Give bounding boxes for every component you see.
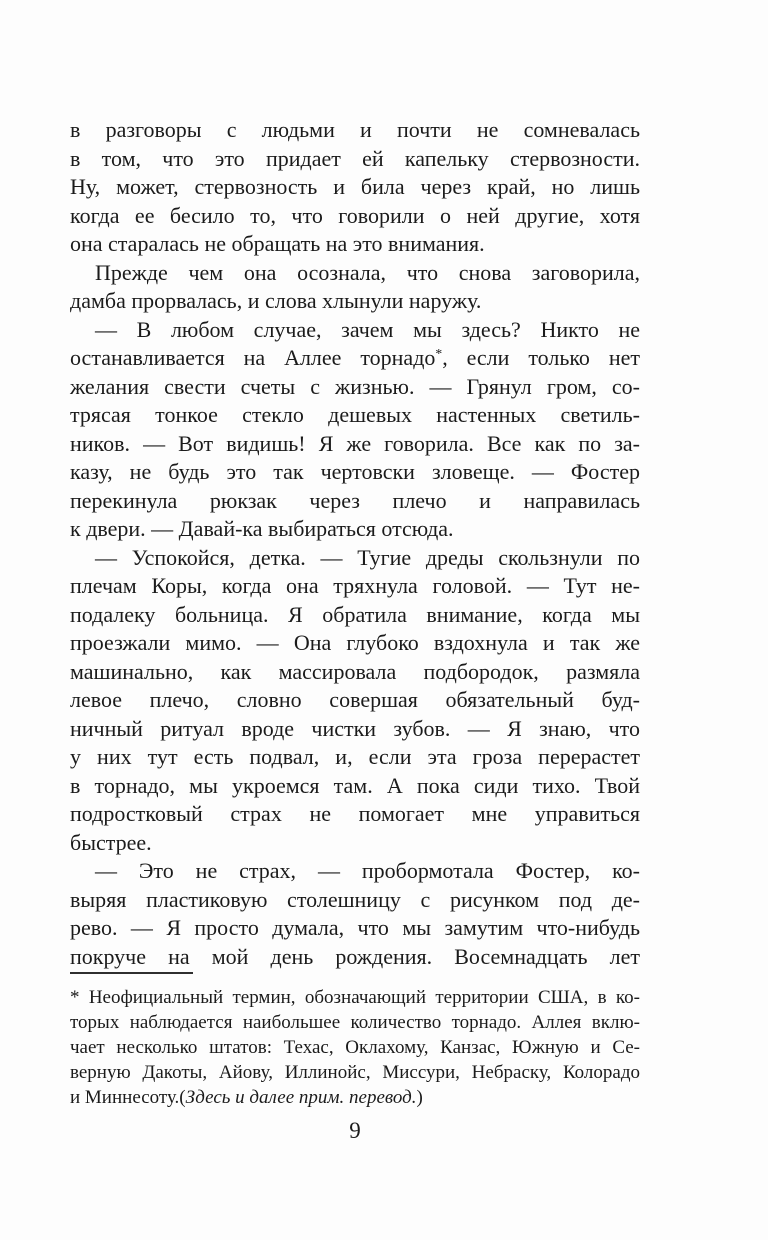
- text-line: останавливается на Аллее торнадо*, если только нет: [70, 345, 640, 370]
- text-line: выряя пластиковую столешницу с рисунком под де-: [70, 886, 640, 912]
- text-line: к двери. — Давай-ка выбираться отсюда.: [70, 516, 454, 541]
- text-line: она старалась не обращать на это внимания.: [70, 231, 485, 256]
- page-number: 9: [349, 1118, 361, 1143]
- text-line: чает несколько штатов: Техас, Оклахому, Канзас, Южную и Се-: [70, 1037, 640, 1058]
- text-line: подростковый страх не помогает мне управиться: [70, 801, 640, 826]
- paragraph: [70, 544, 640, 858]
- text-line: в разговоры с людьми и почти не сомневалась: [70, 117, 640, 142]
- text-line: у них тут есть подвал, и, если эта гроза перерастет: [70, 744, 640, 769]
- text-line: и Миннесоту.(Здесь и далее прим. перевод.): [70, 1087, 423, 1108]
- paragraph: [70, 116, 640, 259]
- text-line: Прежде чем она осознала, что снова заговорила,: [95, 259, 640, 285]
- text-line: в том, что это придает ей капельку стервозности.: [70, 145, 640, 171]
- text-line: желания свести счеты с жизнью. — Грянул гром, со-: [70, 373, 640, 399]
- text-line: верную Дакоты, Айову, Иллинойс, Миссури, Небраску, Колорадо: [70, 1062, 640, 1083]
- text-line: быстрее.: [70, 829, 152, 855]
- text-line: Ну, может, стервозность и била через край, но лишь: [70, 174, 640, 199]
- text-line: плечам Коры, когда она тряхнула головой. — Тут не-: [70, 573, 640, 598]
- text-line: казу, не будь это так чертовски зловеще. — Фостер: [70, 459, 640, 484]
- footnote-divider: [70, 972, 193, 974]
- text-line: когда ее бесило то, что говорили о ней другие, хотя: [70, 202, 640, 228]
- text-line: рево. — Я просто думала, что мы замутим что-нибудь: [70, 915, 640, 940]
- text-line: ников. — Вот видишь! Я же говорила. Все как по за-: [70, 430, 640, 456]
- text-line: трясая тонкое стекло дешевых настенных светиль-: [70, 402, 640, 427]
- text-line: торых наблюдается наибольшее количество торнадо. Аллея вклю-: [70, 1012, 640, 1033]
- text-line: левое плечо, словно совершая обязательный буд-: [70, 687, 640, 712]
- paragraph: [70, 857, 640, 971]
- text-line: дамба прорвалась, и слова хлынули наружу.: [70, 288, 482, 313]
- text-line: машинально, как массировала подбородок, размяла: [70, 658, 640, 684]
- paragraph: [70, 259, 640, 316]
- paragraph: [70, 316, 640, 544]
- text-line: перекинула рюкзак через плечо и направилась: [70, 487, 640, 513]
- text-line: в торнадо, мы укроемся там. А пока сиди тихо. Твой: [70, 772, 640, 798]
- footnote: [70, 985, 640, 1110]
- text-line: покруче на мой день рождения. Восемнадцать лет: [70, 943, 640, 969]
- text-line: * Неофициальный термин, обозначающий территории США, в ко-: [70, 987, 640, 1008]
- text-line: подалеку больница. Я обратила внимание, когда мы: [70, 601, 640, 627]
- text-line: — Успокойся, детка. — Тугие дреды скользнули по: [95, 544, 640, 570]
- text-line: проезжали мимо. — Она глубоко вздохнула и так же: [70, 630, 640, 655]
- text-line: — В любом случае, зачем мы здесь? Никто не: [95, 316, 640, 342]
- page-text: [70, 116, 640, 1110]
- text-line: — Это не страх, — пробормотала Фостер, ко-: [95, 858, 640, 883]
- text-line: ничный ритуал вроде чистки зубов. — Я знаю, что: [70, 715, 640, 741]
